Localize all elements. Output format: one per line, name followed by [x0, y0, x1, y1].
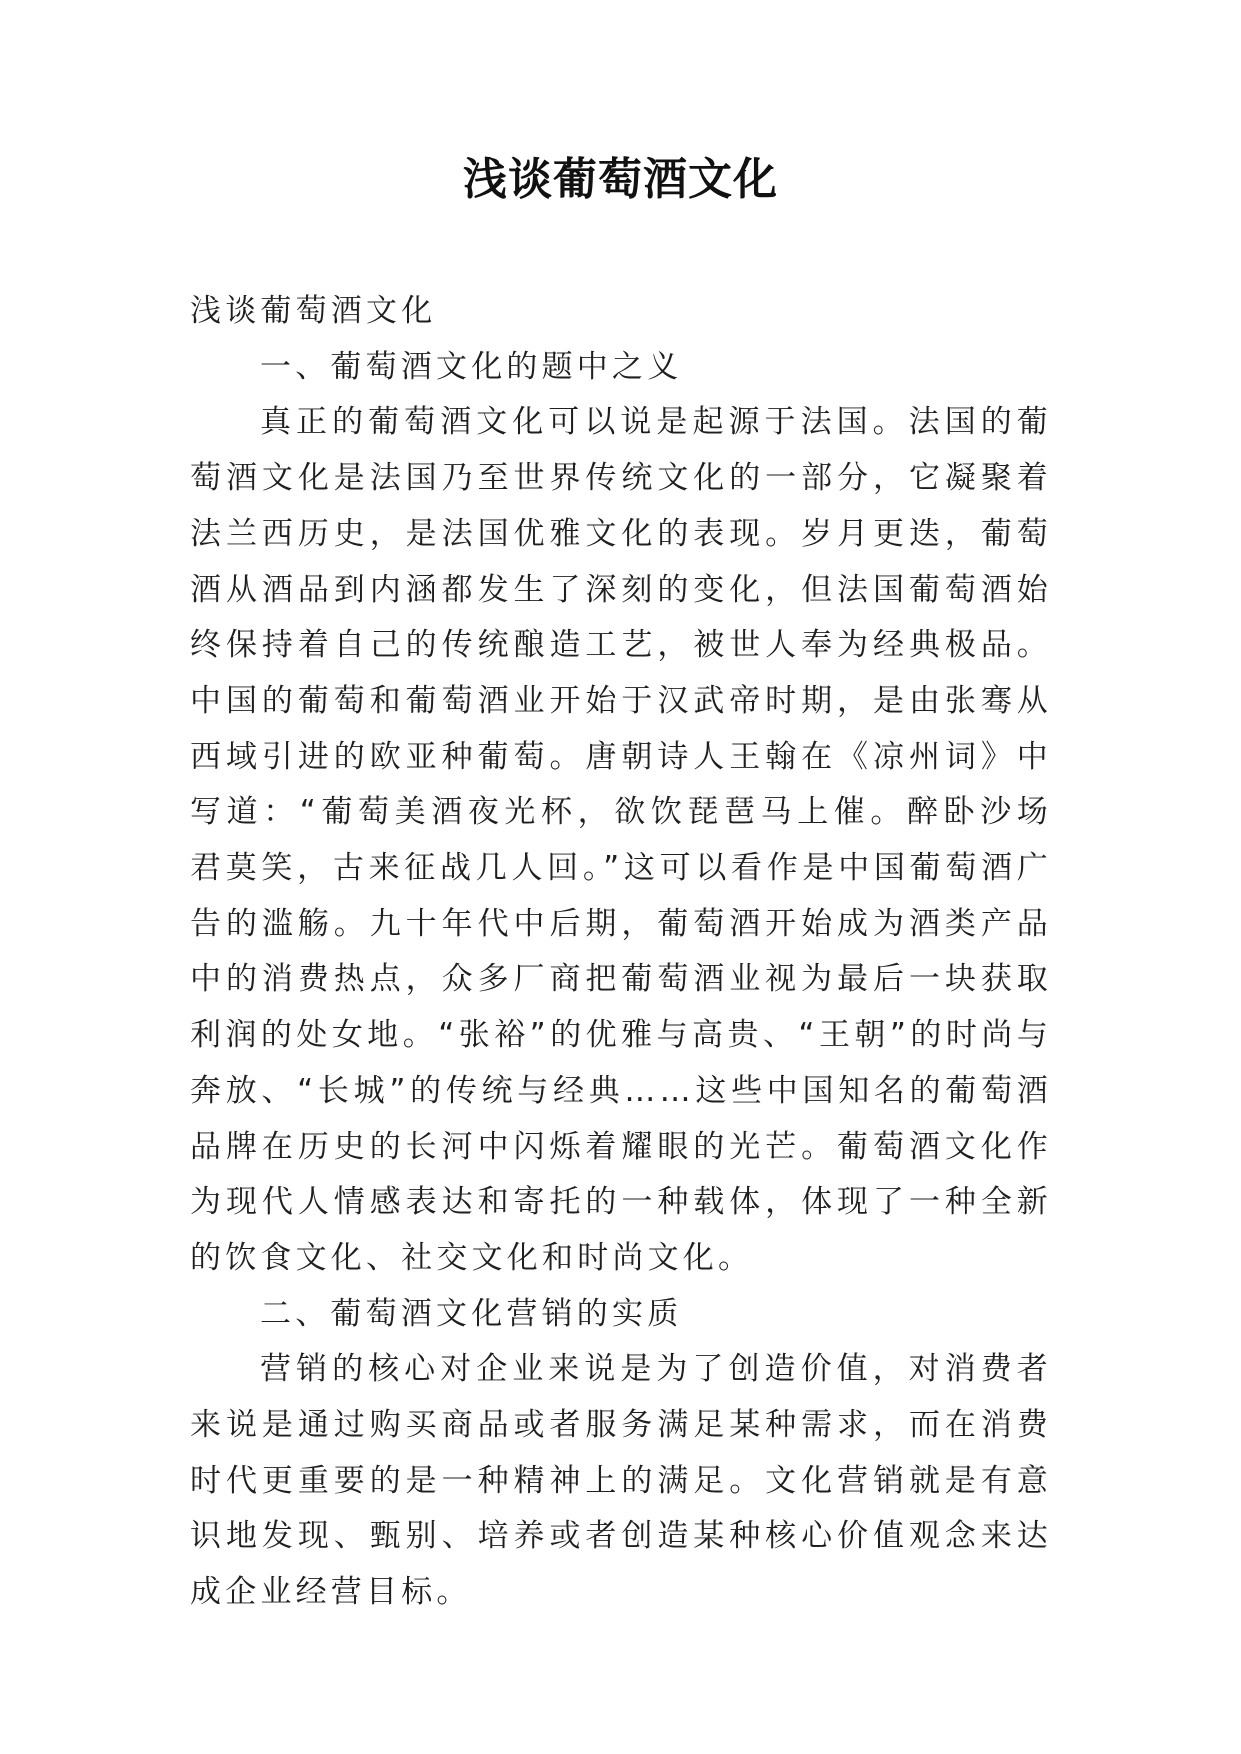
document-title: 浅谈葡萄酒文化 — [463, 154, 778, 205]
document-body — [190, 284, 1052, 1621]
document-subtitle: 浅谈葡萄酒文化 — [190, 293, 437, 329]
body-paragraph-1: 真正的葡萄酒文化可以说是起源于法国。法国的葡萄酒文化是法国乃至世界传统文化的一部分，它凝聚着法兰西历史，是法国优雅文化的表现。岁月更迭，葡萄酒从酒品到内涵都发生了深刻的变化，但法国葡萄酒始终保持着自己的传统酿造工艺，被世人奉为经典极品。中国的葡萄和葡萄酒业开始于汉武帝时期，是由张骞从西域引进的欧亚种葡萄。唐朝诗人王翰在《凉州词》中写道：“葡萄美酒夜光杯，欲饮琵琶马上催。醉卧沙场君莫笑，古来征战几人回。”这可以看作是中国葡萄酒广告的滥觞。九十年代中后期，葡萄酒开始成为酒类产品中的消费热点，众多厂商把葡萄酒业视为最后一块获取利润的处女地。“张裕”的优雅与高贵、“王朝”的时尚与奔放、“长城”的传统与经典……这些中国知名的葡萄酒品牌在历史的长河中闪烁着耀眼的光芒。葡萄酒文化作为现代人情感表达和寄托的一种载体，体现了一种全新的饮食文化、社交文化和时尚文化。 — [190, 404, 1052, 1276]
section-heading-1: 一、葡萄酒文化的题中之义 — [260, 348, 683, 385]
section-heading-2: 二、葡萄酒文化营销的实质 — [260, 1295, 683, 1332]
body-paragraph-2: 营销的核心对企业来说是为了创造价值，对消费者来说是通过购买商品或者服务满足某种需求，而在消费时代更重要的是一种精神上的满足。文化营销就是有意识地发现、甄别、培养或者创造某种核心价值观念来达成企业经营目标。 — [190, 1351, 1052, 1611]
